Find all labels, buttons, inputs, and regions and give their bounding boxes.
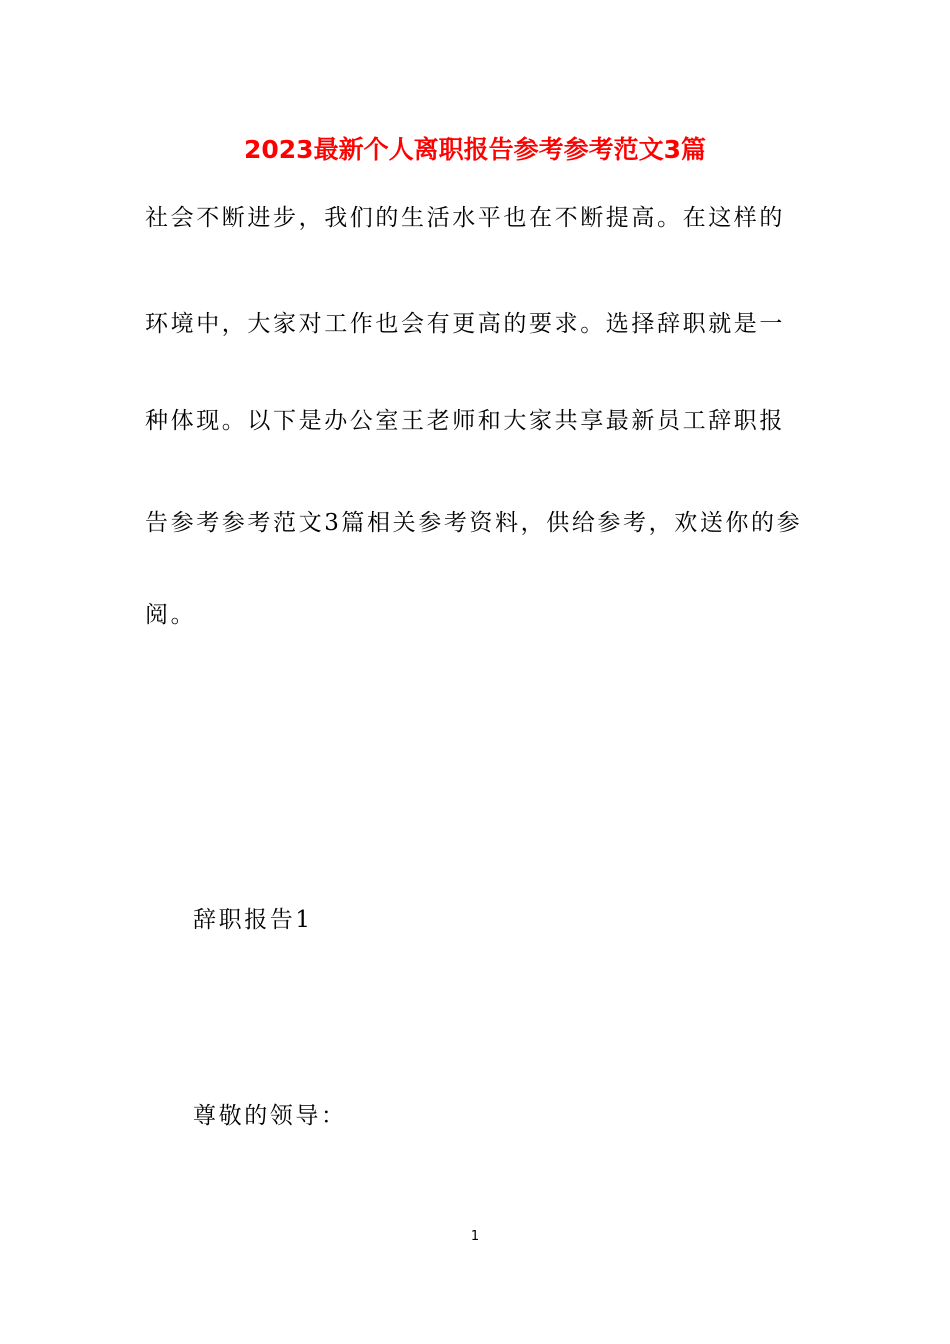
page-number: 1	[470, 1229, 480, 1244]
intro-line-4: 告参考参考范文3篇相关参考资料，供给参考，欢送你的参	[145, 510, 803, 536]
intro-line-2: 环境中，大家对工作也会有更高的要求。选择辞职就是一	[145, 311, 785, 337]
section-heading: 辞职报告1	[193, 907, 313, 933]
intro-line-3: 种体现。以下是办公室王老师和大家共享最新员工辞职报	[145, 408, 785, 434]
intro-line-1: 社会不断进步，我们的生活水平也在不断提高。在这样的	[145, 205, 785, 231]
intro-line-5: 阅。	[145, 602, 197, 628]
salutation: 尊敬的领导：	[193, 1103, 347, 1129]
document-title: 2023最新个人离职报告参考参考范文3篇	[244, 135, 706, 164]
